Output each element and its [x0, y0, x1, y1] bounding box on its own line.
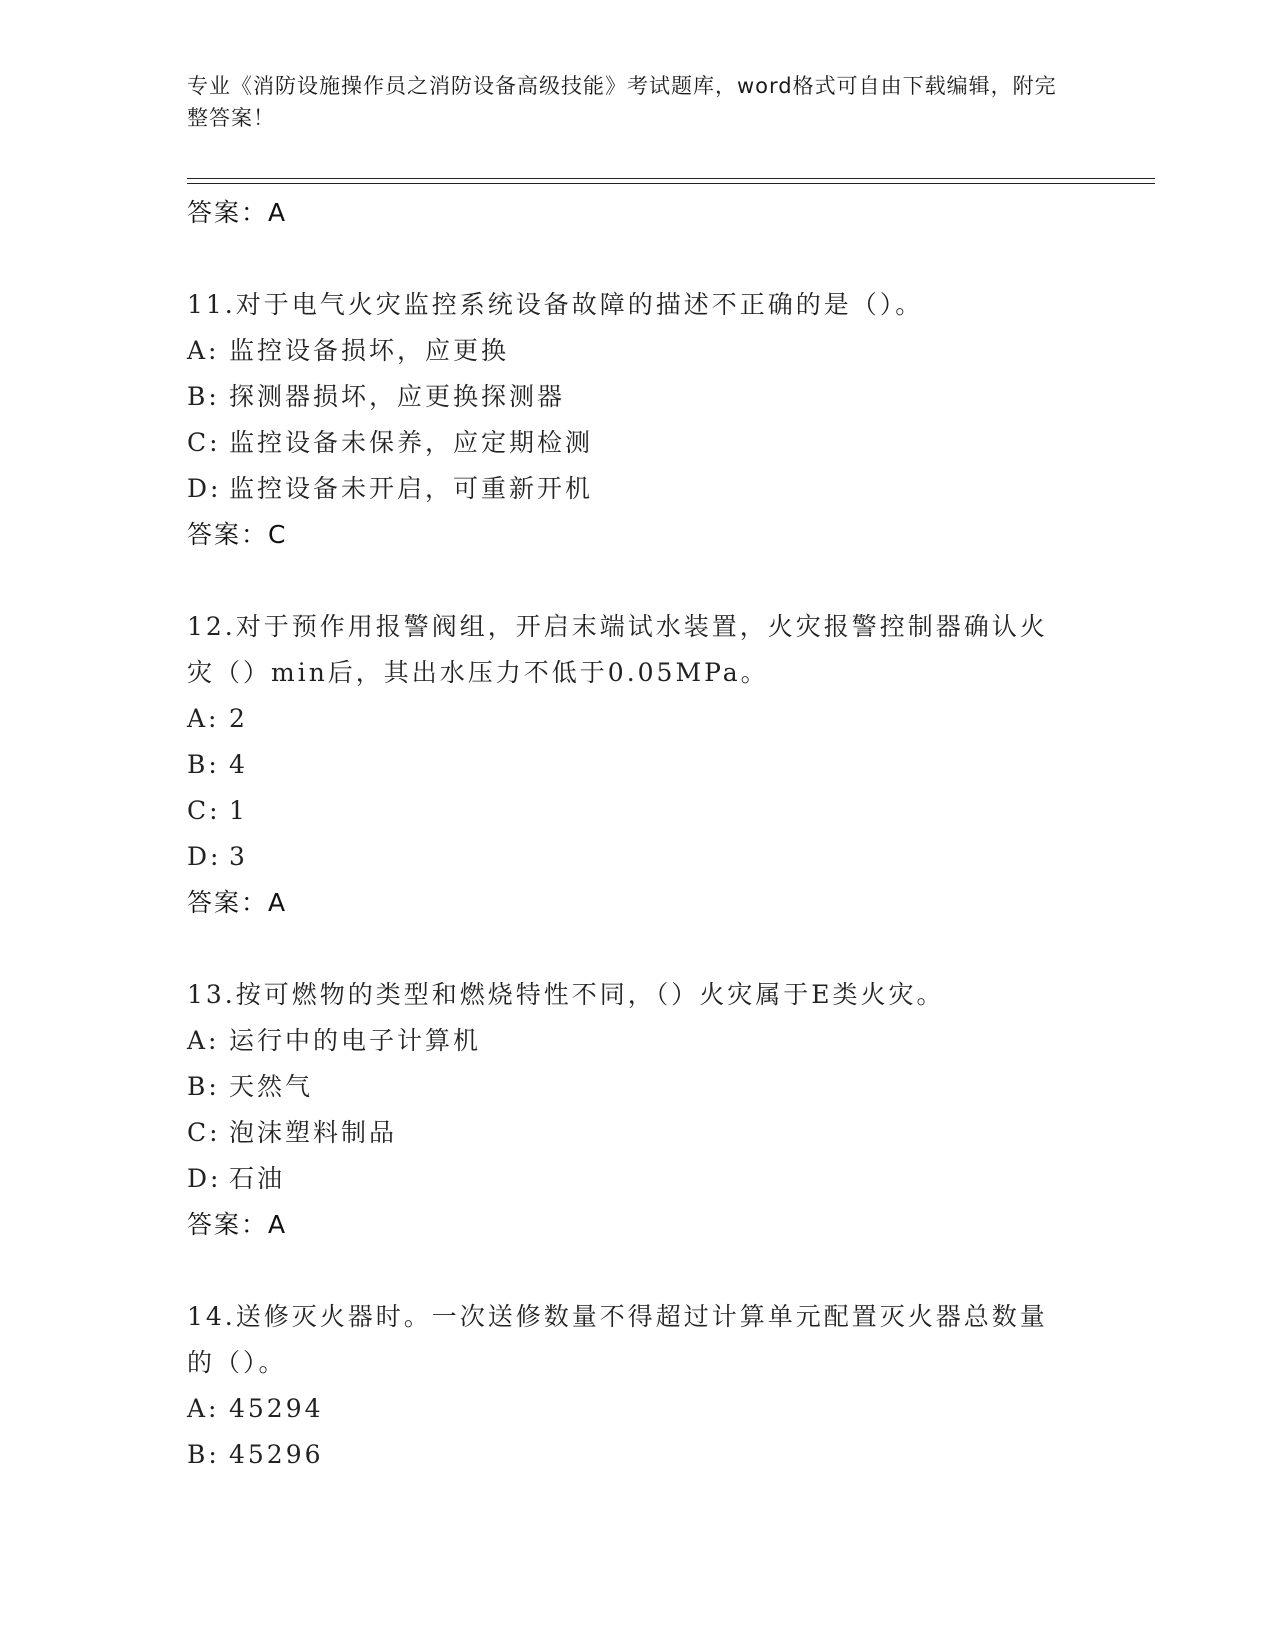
- option-key: C:: [187, 1118, 221, 1147]
- option-b: [187, 374, 1087, 420]
- page-header: 专业《消防设施操作员之消防设备高级技能》考试题库，word格式可自由下载编辑，附完整答案！: [187, 74, 1057, 130]
- option-a: [187, 1386, 1087, 1432]
- option-text: 2: [229, 704, 248, 733]
- option-text: 4: [229, 750, 248, 779]
- option-key: C:: [187, 428, 221, 457]
- option-b: [187, 1432, 1087, 1478]
- option-d: [187, 1156, 1087, 1202]
- option-text: 3: [229, 842, 248, 871]
- question-stem: 14.送修灭火器时。一次送修数量不得超过计算单元配置灭火器总数量的（）。: [187, 1302, 1048, 1377]
- header-divider: [187, 178, 1155, 179]
- option-text: 天然气: [229, 1072, 314, 1101]
- answer-line: 答案：C: [187, 520, 288, 549]
- option-b: [187, 742, 1087, 788]
- option-a: [187, 328, 1087, 374]
- spacer: [187, 1248, 1087, 1294]
- option-key: B:: [187, 1440, 220, 1469]
- option-key: B:: [187, 750, 220, 779]
- option-key: C:: [187, 796, 221, 825]
- option-text: 泡沫塑料制品: [229, 1118, 398, 1147]
- answer-line: 答案：A: [187, 888, 288, 917]
- option-b: [187, 1064, 1087, 1110]
- option-c: [187, 1110, 1087, 1156]
- spacer: [187, 926, 1087, 972]
- question-block: [187, 972, 1087, 1248]
- option-key: B:: [187, 382, 220, 411]
- question-stem: 13.按可燃物的类型和燃烧特性不同，（）火灾属于E类火灾。: [187, 980, 945, 1009]
- option-key: D:: [187, 842, 222, 871]
- option-key: A:: [187, 1394, 220, 1423]
- option-text: 石油: [229, 1164, 286, 1193]
- question-stem: 12.对于预作用报警阀组，开启末端试水装置，火灾报警控制器确认火灾（）min后，其出水压力不低于0.05MPa。: [187, 612, 1048, 687]
- question-block: [187, 282, 1087, 558]
- option-d: [187, 466, 1087, 512]
- option-text: 1: [229, 796, 248, 825]
- option-key: D:: [187, 474, 222, 503]
- option-key: B:: [187, 1072, 220, 1101]
- option-c: [187, 788, 1087, 834]
- option-text: 运行中的电子计算机: [229, 1026, 482, 1055]
- option-key: A:: [187, 336, 220, 365]
- answer-line: 答案：A: [187, 198, 288, 227]
- option-text: 45296: [229, 1440, 324, 1469]
- option-d: [187, 834, 1087, 880]
- option-key: D:: [187, 1164, 222, 1193]
- answer-line: 答案：A: [187, 1210, 288, 1239]
- question-list: [187, 190, 1087, 1478]
- option-key: A:: [187, 1026, 220, 1055]
- option-text: 45294: [229, 1394, 324, 1423]
- spacer: [187, 558, 1087, 604]
- question-block: [187, 604, 1087, 926]
- option-text: 监控设备损坏，应更换: [229, 336, 510, 365]
- option-a: [187, 696, 1087, 742]
- option-a: [187, 1018, 1087, 1064]
- question-block: [187, 1294, 1087, 1478]
- option-text: 监控设备未保养，应定期检测: [229, 428, 594, 457]
- option-text: 探测器损坏，应更换探测器: [229, 382, 566, 411]
- option-c: [187, 420, 1087, 466]
- spacer: [187, 236, 1087, 282]
- question-stem: 11.对于电气火灾监控系统设备故障的描述不正确的是（）。: [187, 290, 924, 319]
- header-divider-secondary: [187, 183, 1155, 184]
- option-key: A:: [187, 704, 220, 733]
- option-text: 监控设备未开启，可重新开机: [229, 474, 594, 503]
